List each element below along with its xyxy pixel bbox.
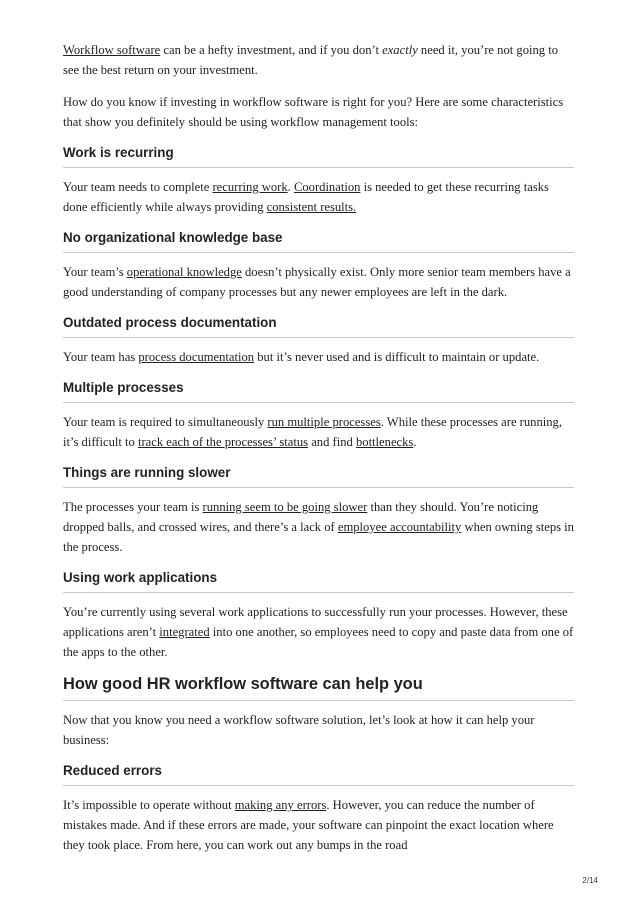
integrated-link[interactable]: integrated [159, 625, 210, 639]
employee-accountability-link[interactable]: employee accountability [337, 520, 462, 534]
bottlenecks-link[interactable]: bottlenecks [355, 435, 414, 449]
document-page [63, 40, 574, 867]
making-errors-link[interactable]: making any errors [234, 798, 327, 812]
paragraph-outdated-documentation: Your team has process documentation but it’s never used and is difficult to maintain or update. [63, 350, 540, 364]
track-status-link[interactable]: track each of the processes’ status [137, 435, 309, 449]
workflow-software-link[interactable]: Workflow software [63, 43, 161, 57]
process-documentation-link[interactable]: process documentation [138, 350, 255, 364]
operational-knowledge-link[interactable]: operational knowledge [126, 265, 242, 279]
paragraph-work-is-recurring: Your team needs to complete recurring work. Coordination is needed to get these recurring tasks done efficiently while always providing consistent results. [63, 180, 549, 214]
recurring-work-link[interactable]: recurring work [212, 180, 288, 194]
paragraph-hr-workflow-software: Now that you know you need a workflow software solution, let’s look at how it can help your business: [63, 713, 535, 747]
run-multiple-processes-link[interactable]: run multiple processes [267, 415, 381, 429]
heading-reduced-errors: Reduced errors [63, 762, 574, 786]
intro-paragraph-2: How do you know if investing in workflow software is right for you? Here are some characteristics that show you definitely should be using workflow management tools: [63, 95, 564, 129]
heading-running-slower: Things are running slower [63, 464, 574, 488]
page-number: 2/14 [582, 876, 598, 885]
intro-paragraph-1: Workflow software can be a hefty investment, and if you don’t exactly need it, you’re not going to see the best return on your investment. [63, 43, 559, 77]
paragraph-reduced-errors: It’s impossible to operate without making any errors. However, you can reduce the number of mistakes made. And if these errors are made, your software can pinpoint the exact location where they took place. From here, you can work out any bumps in the road [63, 798, 554, 852]
heading-multiple-processes: Multiple processes [63, 379, 574, 403]
heading-work-is-recurring: Work is recurring [63, 144, 574, 168]
consistent-results-link[interactable]: consistent results. [266, 200, 357, 214]
heading-work-applications: Using work applications [63, 569, 574, 593]
heading-no-knowledge-base: No organizational knowledge base [63, 229, 574, 253]
coordination-link[interactable]: Coordination [293, 180, 361, 194]
paragraph-running-slower: The processes your team is running seem to be going slower than they should. You’re noticing dropped balls, and crossed wires, and there’s a lack of employee accountability when owning steps in the process. [63, 500, 574, 554]
heading-outdated-documentation: Outdated process documentation [63, 314, 574, 338]
paragraph-work-applications: You’re currently using several work applications to successfully run your processes. However, these applications aren’t integrated into one another, so employees need to copy and paste data from one of the apps to the other. [63, 605, 574, 659]
paragraph-multiple-processes: Your team is required to simultaneously run multiple processes. While these processes are running, it’s difficult to track each of the processes’ status and find bottlenecks. [63, 415, 563, 449]
running-slower-link[interactable]: running seem to be going slower [202, 500, 368, 514]
heading-hr-workflow-software: How good HR workflow software can help you [63, 674, 574, 701]
paragraph-no-knowledge-base: Your team’s operational knowledge doesn’t physically exist. Only more senior team members have a good understanding of company processes but any newer employees are left in the dark. [63, 265, 571, 299]
